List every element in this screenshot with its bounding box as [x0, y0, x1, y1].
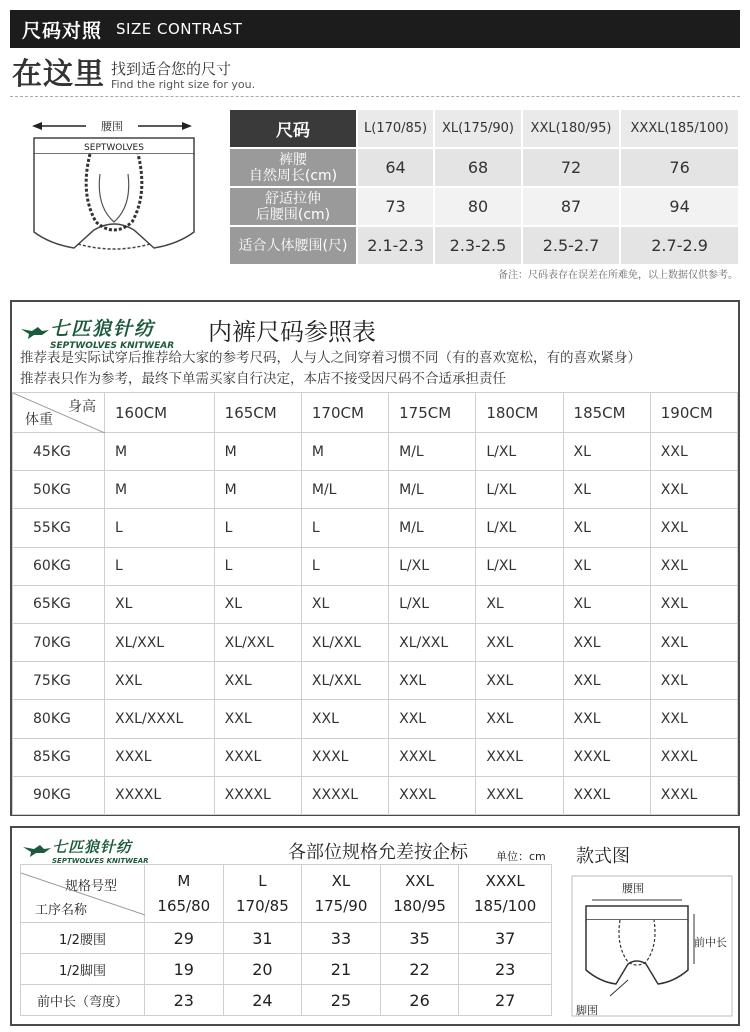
size-chart-panel — [10, 300, 740, 816]
size-cell: XXL — [214, 662, 301, 700]
size-cell: L/XL — [389, 585, 476, 623]
unit-label: 单位：cm — [496, 850, 546, 863]
size-cell: L/XL — [476, 547, 563, 585]
table-row — [13, 738, 738, 776]
size-cell: XXXXL — [105, 776, 215, 814]
weight-axis-label: 体重 — [25, 412, 53, 428]
table-header-row — [21, 865, 552, 923]
row-label: 裤腰 自然周长(cm) — [230, 149, 356, 186]
row-label: 适合人体腰围(尺) — [230, 227, 356, 264]
row-label: 前中长（弯度） — [21, 985, 145, 1016]
weight-cell: 65KG — [13, 585, 105, 623]
find-size-big: 在这里 — [12, 57, 105, 92]
weight-cell: 55KG — [13, 509, 105, 547]
table-row — [13, 623, 738, 661]
table-cell: 76 — [621, 149, 738, 186]
dashed-divider — [10, 96, 740, 97]
size-col-header: XXL 180/95 — [380, 865, 459, 923]
size-cell: XXL — [476, 662, 563, 700]
table-row — [230, 227, 738, 264]
size-cell: XXL — [650, 585, 737, 623]
table-row — [21, 954, 552, 985]
size-cell: XXL — [650, 662, 737, 700]
table-cell: 23 — [459, 954, 552, 985]
size-cell: XL — [563, 433, 650, 471]
brand-name-en: SEPTWOLVES KNITWEAR — [52, 857, 149, 865]
size-recommendation-table — [12, 392, 738, 815]
front-length-label: 前中长 — [694, 936, 727, 949]
size-cell: XL — [563, 585, 650, 623]
height-axis-label: 身高 — [68, 399, 96, 415]
spec-axis-label: 规格号型 — [65, 879, 118, 894]
weight-cell: 50KG — [13, 471, 105, 509]
underwear-illustration — [30, 114, 220, 260]
size-col-header: L(170/85) — [358, 110, 433, 147]
height-col-header: 190CM — [650, 393, 737, 433]
table-cell: 64 — [358, 149, 433, 186]
band-brand-text: SEPTWOLVES — [84, 143, 144, 153]
table-corner-cell — [13, 393, 105, 433]
size-cell: XL — [214, 585, 301, 623]
table-cell: 19 — [145, 954, 224, 985]
size-cell: XXL — [650, 700, 737, 738]
size-chart-description: 推荐表是实际试穿后推荐给大家的参考尺码，人与人之间穿着习惯不同（有的喜欢宽松，有的喜欢紧身） 推荐表只作为参考，最终下单需买家自行决定，本店不接受因尺码不合适承担责任 — [20, 350, 641, 387]
size-cell: XXXL — [476, 738, 563, 776]
table-row — [13, 585, 738, 623]
size-cell: L/XL — [476, 471, 563, 509]
table-cell: 20 — [223, 954, 302, 985]
table-cell: 24 — [223, 985, 302, 1016]
table-cell: 73 — [358, 188, 433, 225]
height-col-header: 160CM — [105, 393, 215, 433]
weight-cell: 80KG — [13, 700, 105, 738]
size-chart-title: 内裤尺码参照表 — [208, 318, 376, 346]
size-cell: M — [301, 433, 388, 471]
size-cell: XL — [301, 585, 388, 623]
size-cell: XXXL — [650, 738, 737, 776]
table-row — [13, 547, 738, 585]
tolerance-title: 各部位规格允差按企标 — [288, 842, 468, 863]
weight-cell: 45KG — [13, 433, 105, 471]
table-cell: 29 — [145, 923, 224, 954]
waist-label-illustration: 腰围 — [101, 120, 123, 133]
row-label: 1/2腰围 — [21, 923, 145, 954]
waist-label: 腰围 — [622, 882, 644, 895]
size-cell: XL/XXL — [301, 662, 388, 700]
table-cell: 2.3-2.5 — [435, 227, 521, 264]
table-row — [13, 700, 738, 738]
size-cell: XXL — [105, 662, 215, 700]
size-cell: XXXL — [563, 738, 650, 776]
table-cell: 37 — [459, 923, 552, 954]
size-cell: XXXXL — [214, 776, 301, 814]
table-row — [13, 662, 738, 700]
size-table-corner: 尺码 — [230, 110, 356, 147]
size-cell: XL/XXL — [389, 623, 476, 661]
size-cell: L/XL — [389, 547, 476, 585]
brand-name-en: SEPTWOLVES KNITWEAR — [50, 341, 175, 351]
size-cell: XXL/XXXL — [105, 700, 215, 738]
size-cell: XXXL — [389, 738, 476, 776]
size-cell: XL — [563, 509, 650, 547]
size-cell: XXL — [563, 700, 650, 738]
table-row — [13, 509, 738, 547]
size-cell: XXXL — [301, 738, 388, 776]
size-cell: XXXL — [650, 776, 737, 814]
size-cell: L — [105, 509, 215, 547]
size-cell: XXL — [650, 433, 737, 471]
size-cell: XXL — [650, 509, 737, 547]
size-cell: XL — [563, 471, 650, 509]
table-row — [230, 188, 738, 225]
size-cell: XXL — [389, 700, 476, 738]
table-cell: 68 — [435, 149, 521, 186]
table-cell: 27 — [459, 985, 552, 1016]
size-cell: XL/XXL — [105, 623, 215, 661]
size-spec-table — [228, 108, 740, 266]
table-row — [230, 149, 738, 186]
size-cell: L — [105, 547, 215, 585]
size-cell: XXXXL — [301, 776, 388, 814]
size-cell: M — [105, 433, 215, 471]
size-cell: L — [301, 509, 388, 547]
wolf-logo-icon — [22, 843, 52, 859]
table-cell: 80 — [435, 188, 521, 225]
brand-logo — [20, 314, 174, 351]
size-cell: XL — [476, 585, 563, 623]
height-col-header: 185CM — [563, 393, 650, 433]
size-cell: XXL — [301, 700, 388, 738]
table-cell: 94 — [621, 188, 738, 225]
table-row — [21, 923, 552, 954]
size-col-header: M 165/80 — [145, 865, 224, 923]
size-cell: XXXL — [563, 776, 650, 814]
table-cell: 33 — [302, 923, 381, 954]
weight-cell: 85KG — [13, 738, 105, 776]
size-cell: XXXL — [214, 738, 301, 776]
table-row — [13, 433, 738, 471]
size-col-header: XXL(180/95) — [523, 110, 619, 147]
find-size-heading — [12, 55, 255, 91]
size-cell: XXL — [476, 623, 563, 661]
tolerance-panel — [10, 826, 740, 1026]
table-cell: 23 — [145, 985, 224, 1016]
size-cell: XXL — [650, 547, 737, 585]
size-cell: XXXL — [105, 738, 215, 776]
row-label: 舒适拉伸 后腰围(cm) — [230, 188, 356, 225]
wolf-logo-icon — [20, 325, 50, 341]
size-col-header: L 170/85 — [223, 865, 302, 923]
height-col-header: 165CM — [214, 393, 301, 433]
table-cell: 87 — [523, 188, 619, 225]
table-cell: 22 — [380, 954, 459, 985]
table-cell: 35 — [380, 923, 459, 954]
table-cell: 21 — [302, 954, 381, 985]
size-cell: XXL — [650, 623, 737, 661]
size-cell: M/L — [389, 509, 476, 547]
table-row — [13, 776, 738, 814]
size-cell: M — [214, 433, 301, 471]
table-cell: 31 — [223, 923, 302, 954]
size-cell: L/XL — [476, 509, 563, 547]
style-diagram-title: 款式图 — [576, 846, 630, 867]
height-col-header: 180CM — [476, 393, 563, 433]
height-col-header: 170CM — [301, 393, 388, 433]
size-cell: XXL — [563, 662, 650, 700]
size-cell: XXL — [389, 662, 476, 700]
size-cell: XL/XXL — [301, 623, 388, 661]
size-cell: XL — [105, 585, 215, 623]
size-cell: M/L — [389, 433, 476, 471]
find-size-en: Find the right size for you. — [111, 78, 256, 91]
size-cell: XXL — [563, 623, 650, 661]
size-cell: M — [214, 471, 301, 509]
size-cell: XL — [563, 547, 650, 585]
table-corner-cell — [21, 865, 145, 923]
table-row — [13, 471, 738, 509]
section-title-en: SIZE CONTRAST — [116, 20, 243, 38]
size-col-header: XL(175/90) — [435, 110, 521, 147]
section-header-bar — [10, 10, 740, 48]
size-cell: M/L — [389, 471, 476, 509]
size-cell: L — [301, 547, 388, 585]
weight-cell: 90KG — [13, 776, 105, 814]
size-cell: XXL — [650, 471, 737, 509]
table-cell: 25 — [302, 985, 381, 1016]
size-cell: L/XL — [476, 433, 563, 471]
brand-name: 七匹狼针纺 — [52, 838, 133, 856]
table-cell: 26 — [380, 985, 459, 1016]
size-cell: XXXL — [476, 776, 563, 814]
size-cell: L — [214, 547, 301, 585]
weight-cell: 70KG — [13, 623, 105, 661]
table-cell: 2.1-2.3 — [358, 227, 433, 264]
size-col-header: XXXL 185/100 — [459, 865, 552, 923]
table-cell: 2.7-2.9 — [621, 227, 738, 264]
weight-cell: 75KG — [13, 662, 105, 700]
weight-cell: 60KG — [13, 547, 105, 585]
size-cell: M/L — [301, 471, 388, 509]
row-label: 1/2脚围 — [21, 954, 145, 985]
disclaimer-note: 备注：尺码表存在误差在所难免，以上数据仅供参考。 — [498, 270, 738, 281]
height-col-header: 175CM — [389, 393, 476, 433]
brand-name: 七匹狼针纺 — [50, 318, 156, 340]
table-row — [21, 985, 552, 1016]
leg-opening-label: 脚围 — [576, 1004, 598, 1017]
size-cell: XL/XXL — [214, 623, 301, 661]
size-cell: XXXL — [389, 776, 476, 814]
tolerance-table — [20, 864, 552, 1016]
size-cell: M — [105, 471, 215, 509]
table-cell: 72 — [523, 149, 619, 186]
size-cell: XXL — [214, 700, 301, 738]
size-col-header: XXXL(185/100) — [621, 110, 738, 147]
size-cell: L — [214, 509, 301, 547]
table-header-row — [13, 393, 738, 433]
process-axis-label: 工序名称 — [35, 903, 88, 918]
brand-logo-small — [22, 836, 149, 865]
section-title: 尺码对照 — [22, 19, 103, 42]
size-cell: XXL — [476, 700, 563, 738]
style-diagram — [570, 834, 734, 1018]
size-col-header: XL 175/90 — [302, 865, 381, 923]
table-cell: 2.5-2.7 — [523, 227, 619, 264]
find-size-zh: 找到适合您的尺寸 — [111, 60, 232, 78]
